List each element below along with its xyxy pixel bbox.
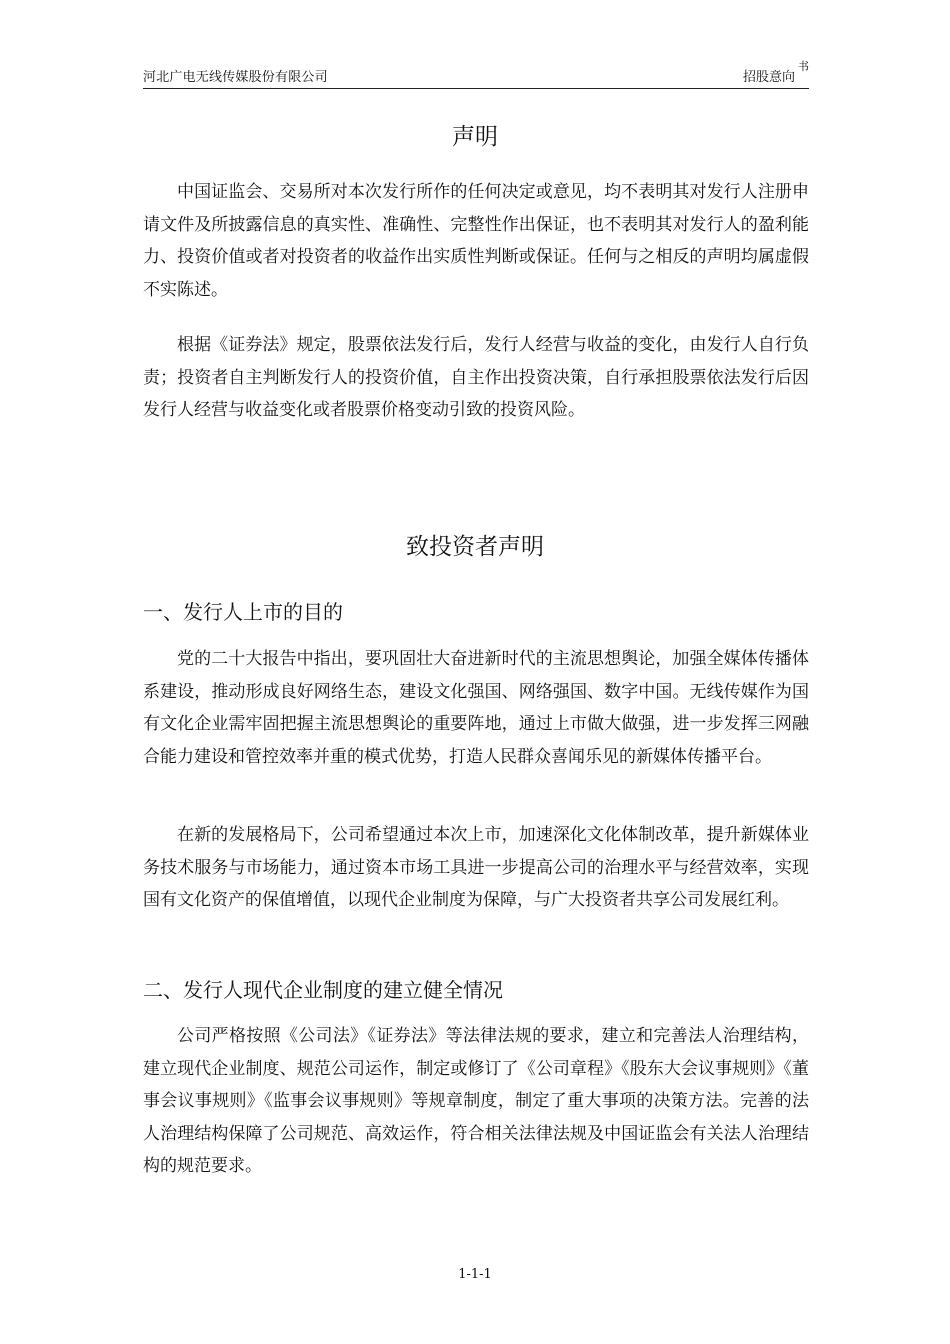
declaration-paragraph: 根据《证券法》规定，股票依法发行后，发行人经营与收益的变化，由发行人自行负责；投资者自主判断发行人的投资价值，自主作出投资决策，自行承担股票依法发行后因发行人经营与收益变化或者股票价格变动引致的投资风险。 (143, 335, 809, 420)
investor-statement-title: 致投资者声明 (406, 534, 544, 560)
section-heading: 二、发行人现代企业制度的建立健全情况 (143, 978, 503, 1002)
header-document-type-suffix: 书 (798, 60, 809, 73)
section-paragraph: 公司严格按照《公司法》《证券法》等法律法规的要求，建立和完善法人治理结构，建立现代企业制度、规范公司运作，制定或修订了《公司章程》《股东大会议事规则》《董事会议事规则》《监事会议事规则》等规章制度，制定了重大事项的决策方法。完善的法人治理结构保障了公司规范、高效运作，符合相关法律法规及中国证监会有关法人治理结构的规范要求。 (143, 1026, 809, 1176)
header-company-name: 河北广电无线传媒股份有限公司 (143, 70, 328, 85)
section-heading: 一、发行人上市的目的 (143, 600, 343, 624)
header-document-type: 招股意向 (742, 70, 795, 85)
section-paragraph: 在新的发展格局下，公司希望通过本次上市，加速深化文化体制改革，提升新媒体业务技术服务与市场能力，通过资本市场工具进一步提高公司的治理水平与经营效率，实现国有文化资产的保值增值，以现代企业制度为保障，与广大投资者共享公司发展红利。 (143, 825, 809, 910)
declaration-title: 声明 (452, 124, 498, 150)
page-number: 1-1-1 (458, 1267, 492, 1282)
declaration-paragraph: 中国证监会、交易所对本次发行所作的任何决定或意见，均不表明其对发行人注册申请文件及所披露信息的真实性、准确性、完整性作出保证，也不表明其对发行人的盈利能力、投资价值或者对投资者的收益作出实质性判断或保证。任何与之相反的声明均属虚假不实陈述。 (143, 182, 809, 300)
section-paragraph: 党的二十大报告中指出，要巩固壮大奋进新时代的主流思想舆论，加强全媒体传播体系建设，推动形成良好网络生态，建设文化强国、网络强国、数字中国。无线传媒作为国有文化企业需牢固把握主流思想舆论的重要阵地，通过上市做大做强，进一步发挥三网融合能力建设和管控效率并重的模式优势，打造人民群众喜闻乐见的新媒体传播平台。 (143, 649, 809, 767)
page-header (143, 58, 809, 89)
